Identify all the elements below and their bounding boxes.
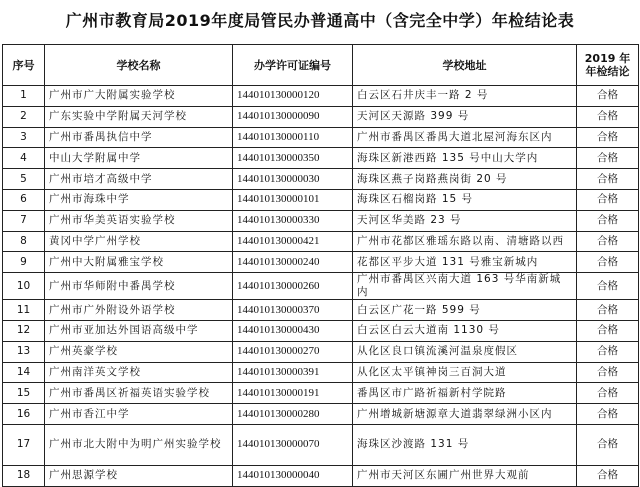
row-index: 12 (3, 320, 45, 341)
inspection-result: 合格 (577, 127, 639, 148)
license-number: 144010130000191 (233, 383, 353, 404)
row-index: 9 (3, 252, 45, 273)
header-result-line1: 2019 年 (584, 52, 631, 65)
license-number: 144010130000260 (233, 273, 353, 300)
inspection-result: 合格 (577, 106, 639, 127)
row-index: 8 (3, 231, 45, 252)
school-name: 广州中大附属雅宝学校 (45, 252, 233, 273)
school-address: 海珠区新港西路 135 号中山大学内 (353, 148, 577, 169)
inspection-result: 合格 (577, 341, 639, 362)
table-row (3, 362, 639, 383)
school-address: 从化区太平镇神岗三百洞大道 (353, 362, 577, 383)
school-address: 天河区华美路 23 号 (353, 210, 577, 231)
inspection-result: 合格 (577, 273, 639, 300)
license-number: 144010130000280 (233, 404, 353, 425)
header-result (577, 45, 639, 86)
header-index: 序号 (3, 45, 45, 86)
header-address: 学校地址 (353, 45, 577, 86)
inspection-result: 合格 (577, 231, 639, 252)
inspection-result: 合格 (577, 362, 639, 383)
row-index: 1 (3, 86, 45, 107)
row-index: 5 (3, 169, 45, 190)
school-address: 广州增城新塘源章大道翡翠绿洲小区内 (353, 404, 577, 425)
school-name: 广州市番禺区祈福英语实验学校 (45, 383, 233, 404)
table-row (3, 231, 639, 252)
inspection-result: 合格 (577, 148, 639, 169)
table-row (3, 127, 639, 148)
table-header-row (3, 45, 639, 86)
table-row (3, 189, 639, 210)
inspection-result: 合格 (577, 252, 639, 273)
license-number: 144010130000090 (233, 106, 353, 127)
row-index: 16 (3, 404, 45, 425)
license-number: 144010130000391 (233, 362, 353, 383)
table-row (3, 424, 639, 465)
license-number: 144010130000240 (233, 252, 353, 273)
table-row (3, 148, 639, 169)
row-index: 11 (3, 300, 45, 321)
header-license: 办学许可证编号 (233, 45, 353, 86)
school-name: 中山大学附属中学 (45, 148, 233, 169)
table-row (3, 106, 639, 127)
license-number: 144010130000030 (233, 169, 353, 190)
table-row (3, 210, 639, 231)
inspection-result: 合格 (577, 465, 639, 486)
inspection-result: 合格 (577, 169, 639, 190)
school-name: 广东实验中学附属天河学校 (45, 106, 233, 127)
table-row (3, 465, 639, 486)
inspection-result: 合格 (577, 210, 639, 231)
school-name: 广州市广外附设外语学校 (45, 300, 233, 321)
school-address: 花都区平步大道 131 号雅宝新城内 (353, 252, 577, 273)
inspection-results-table (2, 44, 639, 487)
school-name: 广州市华美英语实验学校 (45, 210, 233, 231)
table-row (3, 404, 639, 425)
school-address: 广州市番禺区番禺大道北屋河海东区内 (353, 127, 577, 148)
school-name: 广州思源学校 (45, 465, 233, 486)
school-address: 番禺区市广路祈福新村学院路 (353, 383, 577, 404)
inspection-result: 合格 (577, 404, 639, 425)
license-number: 144010130000330 (233, 210, 353, 231)
school-address: 海珠区燕子岗路燕岗街 20 号 (353, 169, 577, 190)
school-address: 从化区良口镇流溪河温泉度假区 (353, 341, 577, 362)
row-index: 10 (3, 273, 45, 300)
header-school-name: 学校名称 (45, 45, 233, 86)
license-number: 144010130000370 (233, 300, 353, 321)
table-row (3, 341, 639, 362)
school-name: 广州市华师附中番禺学校 (45, 273, 233, 300)
table-row (3, 252, 639, 273)
school-name: 广州市北大附中为明广州实验学校 (45, 424, 233, 465)
license-number: 144010130000430 (233, 320, 353, 341)
school-address: 广州市天河区东圃广州世界大观前 (353, 465, 577, 486)
school-name: 广州南洋英文学校 (45, 362, 233, 383)
row-index: 13 (3, 341, 45, 362)
license-number: 144010130000040 (233, 465, 353, 486)
school-name: 广州英豪学校 (45, 341, 233, 362)
inspection-result: 合格 (577, 86, 639, 107)
inspection-result: 合格 (577, 320, 639, 341)
row-index: 3 (3, 127, 45, 148)
school-address: 白云区石井庆丰一路 2 号 (353, 86, 577, 107)
school-name: 广州市广大附属实验学校 (45, 86, 233, 107)
school-address: 广州市番禺区兴南大道 163 号华南新城内 (353, 273, 577, 300)
row-index: 15 (3, 383, 45, 404)
school-name: 黄冈中学广州学校 (45, 231, 233, 252)
table-row (3, 383, 639, 404)
license-number: 144010130000350 (233, 148, 353, 169)
school-name: 广州市海珠中学 (45, 189, 233, 210)
license-number: 144010130000120 (233, 86, 353, 107)
inspection-result: 合格 (577, 300, 639, 321)
school-address: 海珠区沙渡路 131 号 (353, 424, 577, 465)
school-address: 天河区天源路 399 号 (353, 106, 577, 127)
row-index: 4 (3, 148, 45, 169)
row-index: 6 (3, 189, 45, 210)
table-row (3, 300, 639, 321)
license-number: 144010130000070 (233, 424, 353, 465)
school-address: 白云区广花一路 599 号 (353, 300, 577, 321)
school-name: 广州市亚加达外国语高级中学 (45, 320, 233, 341)
row-index: 18 (3, 465, 45, 486)
table-row (3, 86, 639, 107)
table-row (3, 169, 639, 190)
school-name: 广州市番禺执信中学 (45, 127, 233, 148)
row-index: 7 (3, 210, 45, 231)
school-name: 广州市培才高级中学 (45, 169, 233, 190)
school-name: 广州市香江中学 (45, 404, 233, 425)
row-index: 17 (3, 424, 45, 465)
row-index: 14 (3, 362, 45, 383)
table-row (3, 320, 639, 341)
table-row (3, 273, 639, 300)
inspection-result: 合格 (577, 189, 639, 210)
header-result-line2: 年检结论 (585, 65, 630, 78)
school-address: 广州市花都区雅瑶东路以南、清塘路以西 (353, 231, 577, 252)
license-number: 144010130000421 (233, 231, 353, 252)
inspection-result: 合格 (577, 424, 639, 465)
row-index: 2 (3, 106, 45, 127)
license-number: 144010130000110 (233, 127, 353, 148)
document-title: 广州市教育局2019年度局管民办普通高中（含完全中学）年检结论表 (65, 11, 575, 30)
school-address: 海珠区石榴岗路 15 号 (353, 189, 577, 210)
school-address: 白云区白云大道南 1130 号 (353, 320, 577, 341)
license-number: 144010130000101 (233, 189, 353, 210)
inspection-result: 合格 (577, 383, 639, 404)
license-number: 144010130000270 (233, 341, 353, 362)
